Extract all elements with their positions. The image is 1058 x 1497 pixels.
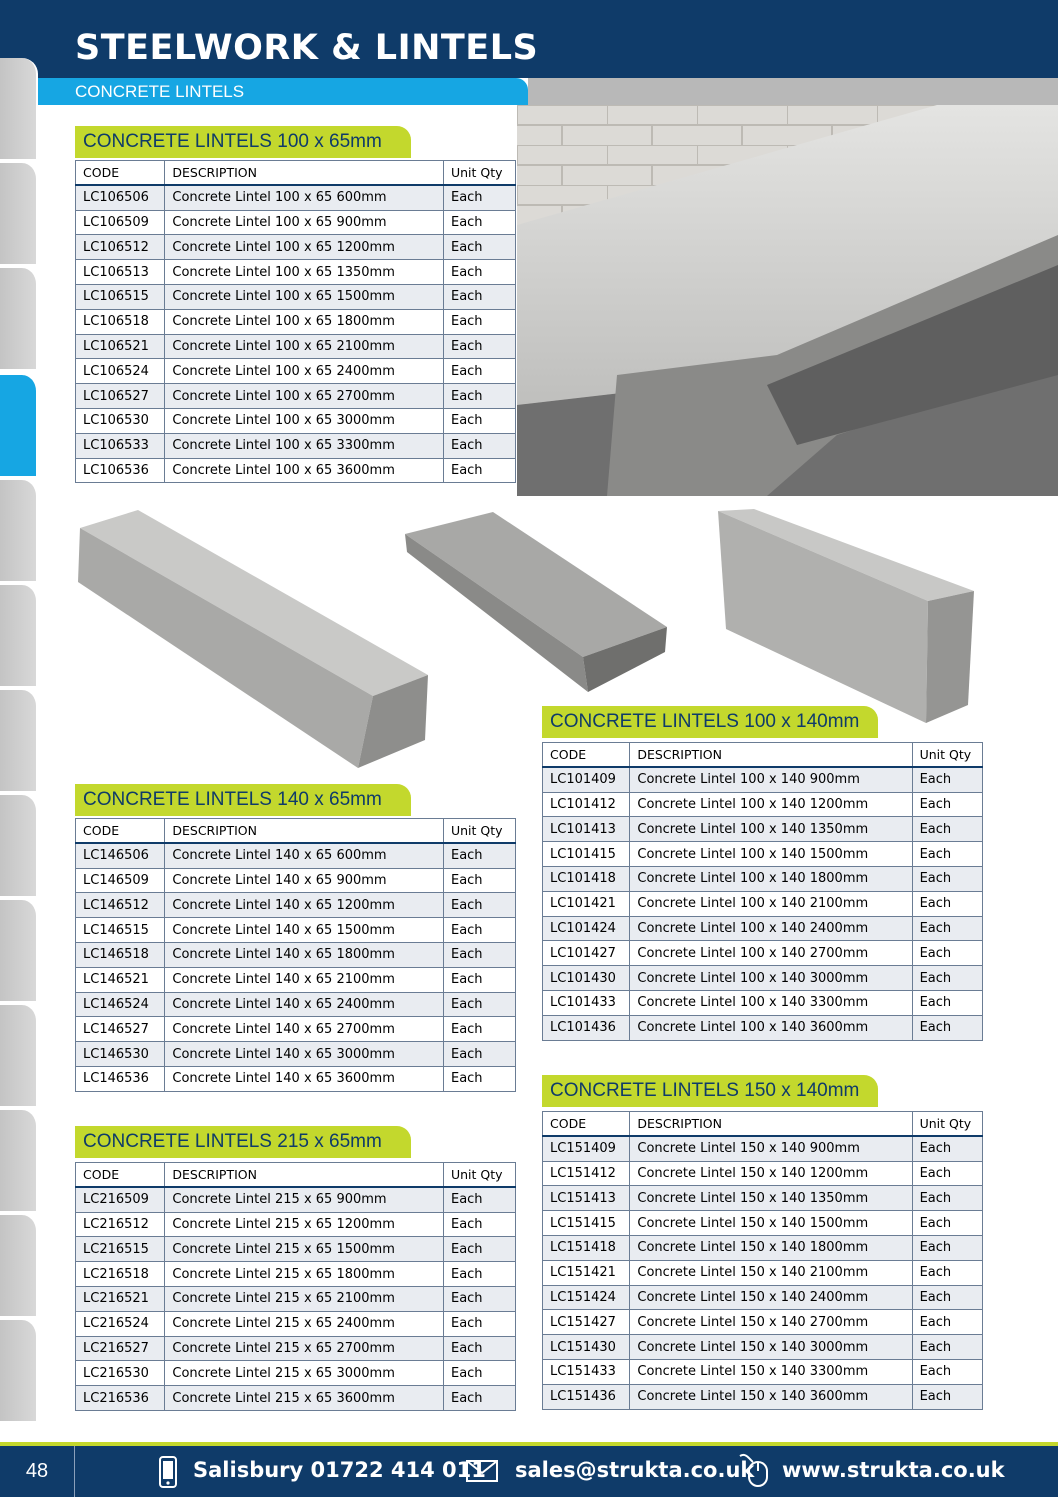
lintel-product-photo-1 xyxy=(78,510,430,772)
cell-unit: Each xyxy=(443,1361,515,1386)
cell-code: LC146521 xyxy=(76,967,165,992)
side-tab[interactable] xyxy=(0,480,38,581)
cell-unit: Each xyxy=(443,967,515,992)
cell-description: Concrete Lintel 100 x 65 1350mm xyxy=(165,260,444,285)
cell-description: Concrete Lintel 150 x 140 1200mm xyxy=(630,1161,912,1186)
cell-description: Concrete Lintel 215 x 65 1800mm xyxy=(165,1262,444,1287)
footer-website[interactable]: www.strukta.co.uk xyxy=(782,1458,1005,1482)
table-row xyxy=(76,433,516,458)
table-row xyxy=(76,1212,516,1237)
section-title: CONCRETE LINTELS 150 x 140mm xyxy=(542,1075,878,1107)
section-title: CONCRETE LINTELS 100 x 140mm xyxy=(542,706,878,738)
cell-unit: Each xyxy=(443,992,515,1017)
table-row xyxy=(543,941,983,966)
page-footer xyxy=(0,1442,1058,1497)
cell-code: LC216512 xyxy=(76,1212,165,1237)
section-100x65 xyxy=(75,126,516,483)
product-table xyxy=(75,818,516,1092)
cell-code: LC101430 xyxy=(543,966,630,991)
table-row xyxy=(76,1286,516,1311)
cell-code: LC106513 xyxy=(76,260,165,285)
cell-unit: Each xyxy=(443,433,515,458)
side-tab[interactable] xyxy=(0,585,38,686)
cell-code: LC146515 xyxy=(76,918,165,943)
cell-description: Concrete Lintel 100 x 65 2100mm xyxy=(165,334,444,359)
product-table xyxy=(542,742,983,1041)
side-tab[interactable] xyxy=(0,795,38,896)
cell-code: LC106530 xyxy=(76,408,165,433)
cell-unit: Each xyxy=(912,1310,982,1335)
cell-description: Concrete Lintel 100 x 140 1350mm xyxy=(630,817,912,842)
cell-code: LC101427 xyxy=(543,941,630,966)
col-header-code: CODE xyxy=(76,1163,165,1188)
cell-description: Concrete Lintel 100 x 65 2400mm xyxy=(165,359,444,384)
cell-unit: Each xyxy=(443,359,515,384)
col-header-description: DESCRIPTION xyxy=(165,161,444,186)
cell-code: LC151424 xyxy=(543,1285,630,1310)
cell-code: LC106506 xyxy=(76,185,165,210)
cell-unit: Each xyxy=(912,1335,982,1360)
table-row xyxy=(543,1359,983,1384)
cell-unit: Each xyxy=(443,1066,515,1091)
cell-code: LC151412 xyxy=(543,1161,630,1186)
table-row xyxy=(76,992,516,1017)
cell-description: Concrete Lintel 140 x 65 1800mm xyxy=(165,942,444,967)
cell-description: Concrete Lintel 150 x 140 1500mm xyxy=(630,1211,912,1236)
cell-unit: Each xyxy=(443,334,515,359)
cell-code: LC216536 xyxy=(76,1386,165,1411)
phone-icon xyxy=(158,1456,178,1492)
cell-description: Concrete Lintel 150 x 140 2700mm xyxy=(630,1310,912,1335)
cell-code: LC101424 xyxy=(543,916,630,941)
col-header-unit: Unit Qty xyxy=(912,743,982,768)
table-row xyxy=(76,384,516,409)
table-row xyxy=(543,1384,983,1409)
table-row xyxy=(76,284,516,309)
table-row xyxy=(543,1235,983,1260)
cell-description: Concrete Lintel 100 x 140 900mm xyxy=(630,767,912,792)
cell-description: Concrete Lintel 140 x 65 3600mm xyxy=(165,1066,444,1091)
col-header-code: CODE xyxy=(76,161,165,186)
cell-code: LC146527 xyxy=(76,1017,165,1042)
cell-code: LC216521 xyxy=(76,1286,165,1311)
cell-code: LC106524 xyxy=(76,359,165,384)
table-header-row xyxy=(76,1163,516,1188)
col-header-code: CODE xyxy=(543,1112,630,1137)
section-title: CONCRETE LINTELS 215 x 65mm xyxy=(75,1126,411,1158)
cell-unit: Each xyxy=(912,792,982,817)
cell-unit: Each xyxy=(443,843,515,868)
cell-code: LC106515 xyxy=(76,284,165,309)
cell-unit: Each xyxy=(912,1235,982,1260)
cell-code: LC151413 xyxy=(543,1186,630,1211)
product-table xyxy=(75,160,516,483)
table-row xyxy=(543,1161,983,1186)
cell-unit: Each xyxy=(912,817,982,842)
cell-unit: Each xyxy=(443,1286,515,1311)
table-row xyxy=(76,1187,516,1212)
cell-description: Concrete Lintel 150 x 140 1800mm xyxy=(630,1235,912,1260)
cell-unit: Each xyxy=(912,1211,982,1236)
section-140x65 xyxy=(75,784,516,1092)
cell-unit: Each xyxy=(443,1386,515,1411)
side-tabs xyxy=(0,58,38,1438)
table-row xyxy=(76,1262,516,1287)
cell-code: LC106509 xyxy=(76,210,165,235)
cell-code: LC146524 xyxy=(76,992,165,1017)
cell-description: Concrete Lintel 100 x 140 3600mm xyxy=(630,1015,912,1040)
table-row xyxy=(543,1136,983,1161)
table-row xyxy=(76,1386,516,1411)
col-header-unit: Unit Qty xyxy=(443,1163,515,1188)
cell-description: Concrete Lintel 215 x 65 2100mm xyxy=(165,1286,444,1311)
cell-unit: Each xyxy=(443,185,515,210)
cell-code: LC101409 xyxy=(543,767,630,792)
cell-code: LC216515 xyxy=(76,1237,165,1262)
cell-description: Concrete Lintel 100 x 65 2700mm xyxy=(165,384,444,409)
table-row xyxy=(76,408,516,433)
cell-description: Concrete Lintel 140 x 65 2400mm xyxy=(165,992,444,1017)
table-row xyxy=(543,767,983,792)
table-row xyxy=(76,918,516,943)
cell-unit: Each xyxy=(443,384,515,409)
cell-unit: Each xyxy=(443,918,515,943)
cell-description: Concrete Lintel 215 x 65 3600mm xyxy=(165,1386,444,1411)
table-row xyxy=(543,1015,983,1040)
cell-unit: Each xyxy=(912,966,982,991)
table-row xyxy=(543,990,983,1015)
col-header-unit: Unit Qty xyxy=(443,161,515,186)
table-row xyxy=(76,967,516,992)
cell-code: LC216518 xyxy=(76,1262,165,1287)
table-row xyxy=(543,1335,983,1360)
cell-code: LC101412 xyxy=(543,792,630,817)
cell-unit: Each xyxy=(912,1161,982,1186)
cell-description: Concrete Lintel 100 x 140 1200mm xyxy=(630,792,912,817)
cell-unit: Each xyxy=(443,210,515,235)
cell-unit: Each xyxy=(443,942,515,967)
cell-description: Concrete Lintel 100 x 140 1500mm xyxy=(630,842,912,867)
cell-unit: Each xyxy=(443,893,515,918)
cell-unit: Each xyxy=(443,408,515,433)
cell-unit: Each xyxy=(443,1017,515,1042)
table-row xyxy=(543,1211,983,1236)
cell-unit: Each xyxy=(443,1212,515,1237)
cell-code: LC101413 xyxy=(543,817,630,842)
cell-code: LC216527 xyxy=(76,1336,165,1361)
cell-unit: Each xyxy=(443,1237,515,1262)
cell-description: Concrete Lintel 215 x 65 1200mm xyxy=(165,1212,444,1237)
table-row xyxy=(76,1017,516,1042)
section-title: CONCRETE LINTELS 140 x 65mm xyxy=(75,784,411,816)
cell-unit: Each xyxy=(443,1042,515,1067)
table-row xyxy=(76,942,516,967)
cell-description: Concrete Lintel 150 x 140 2400mm xyxy=(630,1285,912,1310)
cell-unit: Each xyxy=(912,1285,982,1310)
cell-code: LC151415 xyxy=(543,1211,630,1236)
side-tab[interactable] xyxy=(0,900,38,1001)
table-row xyxy=(543,891,983,916)
cell-description: Concrete Lintel 215 x 65 3000mm xyxy=(165,1361,444,1386)
side-tab-active[interactable] xyxy=(0,375,38,476)
cell-description: Concrete Lintel 100 x 65 3000mm xyxy=(165,408,444,433)
cell-description: Concrete Lintel 100 x 140 3300mm xyxy=(630,990,912,1015)
cell-description: Concrete Lintel 100 x 140 2100mm xyxy=(630,891,912,916)
table-row xyxy=(76,359,516,384)
table-row xyxy=(76,1042,516,1067)
cell-unit: Each xyxy=(443,284,515,309)
table-row xyxy=(543,866,983,891)
side-tab[interactable] xyxy=(0,58,38,159)
cell-code: LC216524 xyxy=(76,1311,165,1336)
cell-description: Concrete Lintel 140 x 65 2700mm xyxy=(165,1017,444,1042)
table-row xyxy=(543,792,983,817)
table-row xyxy=(76,893,516,918)
cell-code: LC216530 xyxy=(76,1361,165,1386)
cell-description: Concrete Lintel 100 x 65 1500mm xyxy=(165,284,444,309)
cell-description: Concrete Lintel 140 x 65 1200mm xyxy=(165,893,444,918)
cell-description: Concrete Lintel 150 x 140 3000mm xyxy=(630,1335,912,1360)
cell-unit: Each xyxy=(912,1186,982,1211)
table-row xyxy=(76,458,516,483)
cell-code: LC151418 xyxy=(543,1235,630,1260)
table-row xyxy=(76,1336,516,1361)
cell-description: Concrete Lintel 215 x 65 1500mm xyxy=(165,1237,444,1262)
cell-description: Concrete Lintel 140 x 65 3000mm xyxy=(165,1042,444,1067)
cell-unit: Each xyxy=(443,1187,515,1212)
cell-description: Concrete Lintel 140 x 65 900mm xyxy=(165,868,444,893)
cell-code: LC101415 xyxy=(543,842,630,867)
subtitle-bar-grey xyxy=(528,78,1058,105)
cell-description: Concrete Lintel 215 x 65 900mm xyxy=(165,1187,444,1212)
table-row xyxy=(76,868,516,893)
cell-description: Concrete Lintel 140 x 65 2100mm xyxy=(165,967,444,992)
cell-code: LC101418 xyxy=(543,866,630,891)
cell-unit: Each xyxy=(912,767,982,792)
cell-code: LC146509 xyxy=(76,868,165,893)
table-row xyxy=(76,235,516,260)
cell-description: Concrete Lintel 150 x 140 1350mm xyxy=(630,1186,912,1211)
table-row xyxy=(543,966,983,991)
product-table xyxy=(75,1162,516,1411)
cell-unit: Each xyxy=(912,891,982,916)
cell-description: Concrete Lintel 100 x 140 3000mm xyxy=(630,966,912,991)
cell-description: Concrete Lintel 100 x 65 1800mm xyxy=(165,309,444,334)
cell-code: LC151409 xyxy=(543,1136,630,1161)
table-row xyxy=(543,1260,983,1285)
cell-description: Concrete Lintel 100 x 140 2700mm xyxy=(630,941,912,966)
table-row xyxy=(76,843,516,868)
side-tab[interactable] xyxy=(0,690,38,791)
cell-unit: Each xyxy=(443,1262,515,1287)
cell-unit: Each xyxy=(912,1384,982,1409)
side-tab[interactable] xyxy=(0,163,38,264)
cell-unit: Each xyxy=(912,1359,982,1384)
mouse-icon xyxy=(738,1452,768,1492)
section-215x65 xyxy=(75,1126,516,1411)
cell-description: Concrete Lintel 150 x 140 2100mm xyxy=(630,1260,912,1285)
cell-code: LC146530 xyxy=(76,1042,165,1067)
page-subtitle: CONCRETE LINTELS xyxy=(75,82,245,101)
cell-unit: Each xyxy=(443,458,515,483)
col-header-unit: Unit Qty xyxy=(443,819,515,844)
cell-unit: Each xyxy=(443,309,515,334)
lintel-installation-photo xyxy=(517,105,1058,496)
section-100x140 xyxy=(542,706,983,1041)
col-header-code: CODE xyxy=(76,819,165,844)
cell-code: LC216509 xyxy=(76,1187,165,1212)
cell-code: LC151427 xyxy=(543,1310,630,1335)
cell-description: Concrete Lintel 140 x 65 600mm xyxy=(165,843,444,868)
envelope-icon xyxy=(466,1460,498,1486)
cell-description: Concrete Lintel 100 x 65 3600mm xyxy=(165,458,444,483)
table-row xyxy=(76,260,516,285)
footer-email[interactable]: sales@strukta.co.uk xyxy=(515,1458,755,1482)
side-tab[interactable] xyxy=(0,1110,38,1211)
table-row xyxy=(76,1311,516,1336)
cell-code: LC101433 xyxy=(543,990,630,1015)
cell-description: Concrete Lintel 150 x 140 3300mm xyxy=(630,1359,912,1384)
cell-unit: Each xyxy=(443,1336,515,1361)
table-row xyxy=(76,210,516,235)
col-header-description: DESCRIPTION xyxy=(630,743,912,768)
cell-code: LC106518 xyxy=(76,309,165,334)
table-row xyxy=(543,916,983,941)
cell-code: LC146512 xyxy=(76,893,165,918)
cell-description: Concrete Lintel 215 x 65 2700mm xyxy=(165,1336,444,1361)
page-number: 48 xyxy=(0,1446,75,1497)
table-row xyxy=(76,1361,516,1386)
cell-unit: Each xyxy=(912,1260,982,1285)
table-row xyxy=(543,842,983,867)
cell-code: LC146518 xyxy=(76,942,165,967)
cell-description: Concrete Lintel 100 x 65 3300mm xyxy=(165,433,444,458)
cell-unit: Each xyxy=(912,866,982,891)
cell-description: Concrete Lintel 140 x 65 1500mm xyxy=(165,918,444,943)
table-row xyxy=(76,334,516,359)
cell-unit: Each xyxy=(912,941,982,966)
cell-unit: Each xyxy=(912,990,982,1015)
cell-description: Concrete Lintel 150 x 140 900mm xyxy=(630,1136,912,1161)
table-row xyxy=(76,1237,516,1262)
table-row xyxy=(543,1186,983,1211)
cell-description: Concrete Lintel 100 x 65 900mm xyxy=(165,210,444,235)
table-header-row xyxy=(76,819,516,844)
cell-unit: Each xyxy=(912,916,982,941)
side-tab[interactable] xyxy=(0,268,38,369)
cell-code: LC146536 xyxy=(76,1066,165,1091)
side-tab[interactable] xyxy=(0,1320,38,1421)
cell-code: LC151433 xyxy=(543,1359,630,1384)
side-tab[interactable] xyxy=(0,1005,38,1106)
cell-description: Concrete Lintel 100 x 140 2400mm xyxy=(630,916,912,941)
cell-code: LC106521 xyxy=(76,334,165,359)
cell-code: LC106533 xyxy=(76,433,165,458)
cell-unit: Each xyxy=(443,1311,515,1336)
section-title: CONCRETE LINTELS 100 x 65mm xyxy=(75,126,411,158)
col-header-description: DESCRIPTION xyxy=(165,819,444,844)
cell-code: LC151436 xyxy=(543,1384,630,1409)
table-header-row xyxy=(543,743,983,768)
cell-code: LC106527 xyxy=(76,384,165,409)
cell-code: LC106536 xyxy=(76,458,165,483)
cell-unit: Each xyxy=(912,1136,982,1161)
section-150x140 xyxy=(542,1075,983,1410)
lintel-product-photo-3 xyxy=(716,509,976,725)
table-row xyxy=(543,1285,983,1310)
cell-code: LC101436 xyxy=(543,1015,630,1040)
cell-code: LC106512 xyxy=(76,235,165,260)
table-header-row xyxy=(76,161,516,186)
cell-description: Concrete Lintel 100 x 65 1200mm xyxy=(165,235,444,260)
cell-description: Concrete Lintel 150 x 140 3600mm xyxy=(630,1384,912,1409)
table-header-row xyxy=(543,1112,983,1137)
col-header-description: DESCRIPTION xyxy=(165,1163,444,1188)
cell-unit: Each xyxy=(443,235,515,260)
lintel-product-photo-2 xyxy=(403,512,669,694)
cell-unit: Each xyxy=(443,868,515,893)
cell-unit: Each xyxy=(912,842,982,867)
cell-description: Concrete Lintel 215 x 65 2400mm xyxy=(165,1311,444,1336)
table-row xyxy=(543,1310,983,1335)
cell-description: Concrete Lintel 100 x 140 1800mm xyxy=(630,866,912,891)
col-header-code: CODE xyxy=(543,743,630,768)
table-row xyxy=(76,309,516,334)
footer-phone: Salisbury 01722 414 011 xyxy=(193,1458,486,1482)
col-header-unit: Unit Qty xyxy=(912,1112,982,1137)
table-row xyxy=(543,817,983,842)
page-title: STEELWORK & LINTELS xyxy=(75,28,539,68)
table-row xyxy=(76,1066,516,1091)
cell-code: LC146506 xyxy=(76,843,165,868)
cell-description: Concrete Lintel 100 x 65 600mm xyxy=(165,185,444,210)
cell-code: LC151421 xyxy=(543,1260,630,1285)
col-header-description: DESCRIPTION xyxy=(630,1112,912,1137)
side-tab[interactable] xyxy=(0,1215,38,1316)
cell-unit: Each xyxy=(912,1015,982,1040)
product-table xyxy=(542,1111,983,1410)
cell-code: LC151430 xyxy=(543,1335,630,1360)
cell-code: LC101421 xyxy=(543,891,630,916)
table-row xyxy=(76,185,516,210)
cell-unit: Each xyxy=(443,260,515,285)
